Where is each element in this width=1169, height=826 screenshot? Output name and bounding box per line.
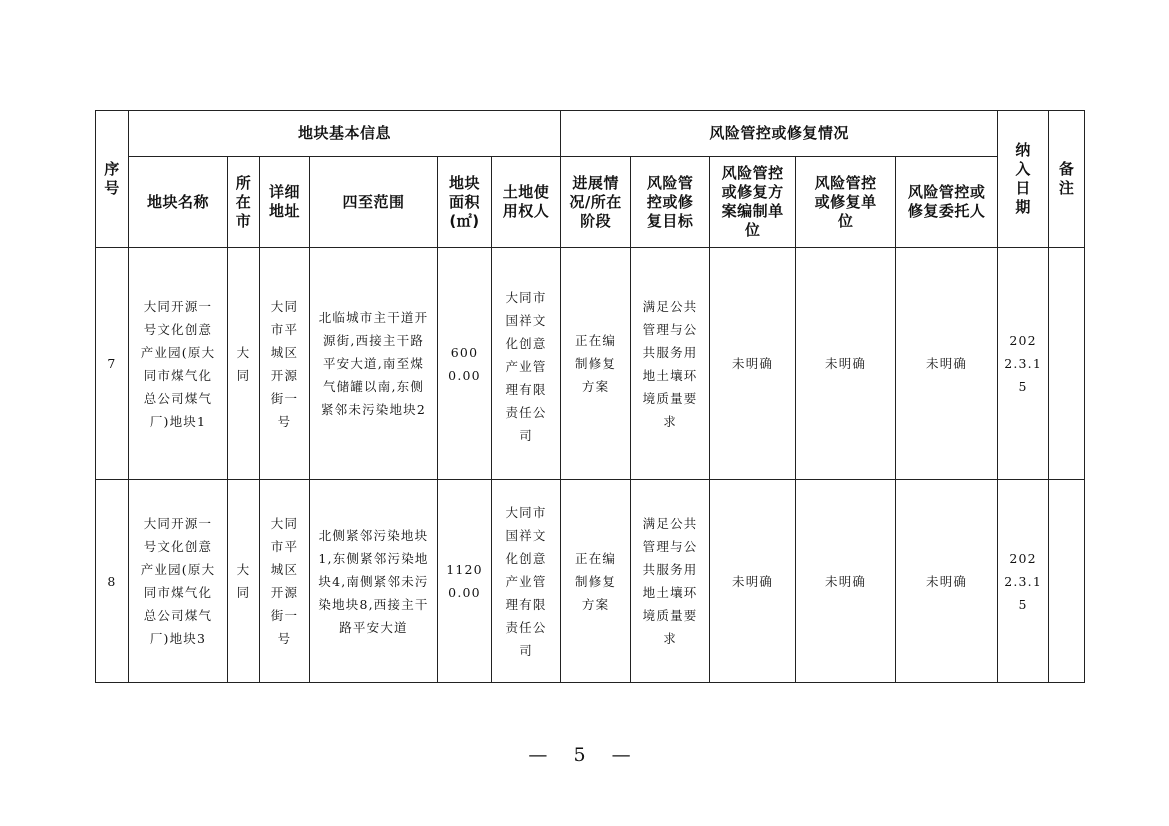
cell-name: 大同开源一号文化创意产业园(原大同市煤气化总公司煤气厂)地块1: [129, 248, 228, 480]
header-date: 纳入日期: [998, 111, 1049, 248]
cell-stage: 正在编制修复方案: [561, 248, 631, 480]
cell-stage: 正在编制修复方案: [561, 480, 631, 683]
header-name: 地块名称: [129, 157, 228, 248]
cell-date: 2022.3.15: [998, 480, 1049, 683]
cell-seq: 7: [96, 248, 129, 480]
header-seq: 序号: [96, 111, 129, 248]
cell-target: 满足公共管理与公共服务用地土壤环境质量要求: [631, 480, 710, 683]
header-remarks: 备注: [1049, 111, 1085, 248]
cell-remarks: [1049, 480, 1085, 683]
header-boundary: 四至范围: [310, 157, 438, 248]
header-client: 风险管控或修复委托人: [896, 157, 998, 248]
header-owner: 土地使用权人: [492, 157, 561, 248]
header-basic-info: 地块基本信息: [129, 111, 561, 157]
header-risk-info: 风险管控或修复情况: [561, 111, 998, 157]
cell-city: 大同: [228, 248, 260, 480]
group-header-row: [96, 111, 1085, 157]
cell-date: 2022.3.15: [998, 248, 1049, 480]
header-city: 所在市: [228, 157, 260, 248]
cell-city: 大同: [228, 480, 260, 683]
cell-boundary: 北临城市主干道开源街,西接主干路平安大道,南至煤气储罐以南,东侧紧邻未污染地块2: [310, 248, 438, 480]
header-area: 地块面积(㎡): [438, 157, 492, 248]
contaminated-land-table: [95, 110, 1085, 683]
cell-client: 未明确: [896, 480, 998, 683]
table-row: [96, 248, 1085, 480]
cell-area: 6000.00: [438, 248, 492, 480]
cell-exec-unit: 未明确: [796, 480, 896, 683]
header-address: 详细地址: [260, 157, 310, 248]
header-target: 风险管控或修复目标: [631, 157, 710, 248]
cell-remarks: [1049, 248, 1085, 480]
page-number: — 5 —: [528, 744, 641, 766]
cell-boundary: 北侧紧邻污染地块1,东侧紧邻污染地块4,南侧紧邻未污染地块8,西接主干路平安大道: [310, 480, 438, 683]
cell-exec-unit: 未明确: [796, 248, 896, 480]
table-row: [96, 480, 1085, 683]
cell-target: 满足公共管理与公共服务用地土壤环境质量要求: [631, 248, 710, 480]
cell-area: 11200.00: [438, 480, 492, 683]
header-plan-unit: 风险管控或修复方案编制单位: [710, 157, 796, 248]
cell-plan-unit: 未明确: [710, 248, 796, 480]
cell-address: 大同市平城区开源街一号: [260, 248, 310, 480]
column-header-row: [96, 157, 1085, 248]
cell-owner: 大同市国祥文化创意产业管理有限责任公司: [492, 480, 561, 683]
cell-name: 大同开源一号文化创意产业园(原大同市煤气化总公司煤气厂)地块3: [129, 480, 228, 683]
cell-owner: 大同市国祥文化创意产业管理有限责任公司: [492, 248, 561, 480]
cell-address: 大同市平城区开源街一号: [260, 480, 310, 683]
cell-client: 未明确: [896, 248, 998, 480]
cell-plan-unit: 未明确: [710, 480, 796, 683]
header-exec-unit: 风险管控或修复单位: [796, 157, 896, 248]
header-stage: 进展情况/所在阶段: [561, 157, 631, 248]
cell-seq: 8: [96, 480, 129, 683]
